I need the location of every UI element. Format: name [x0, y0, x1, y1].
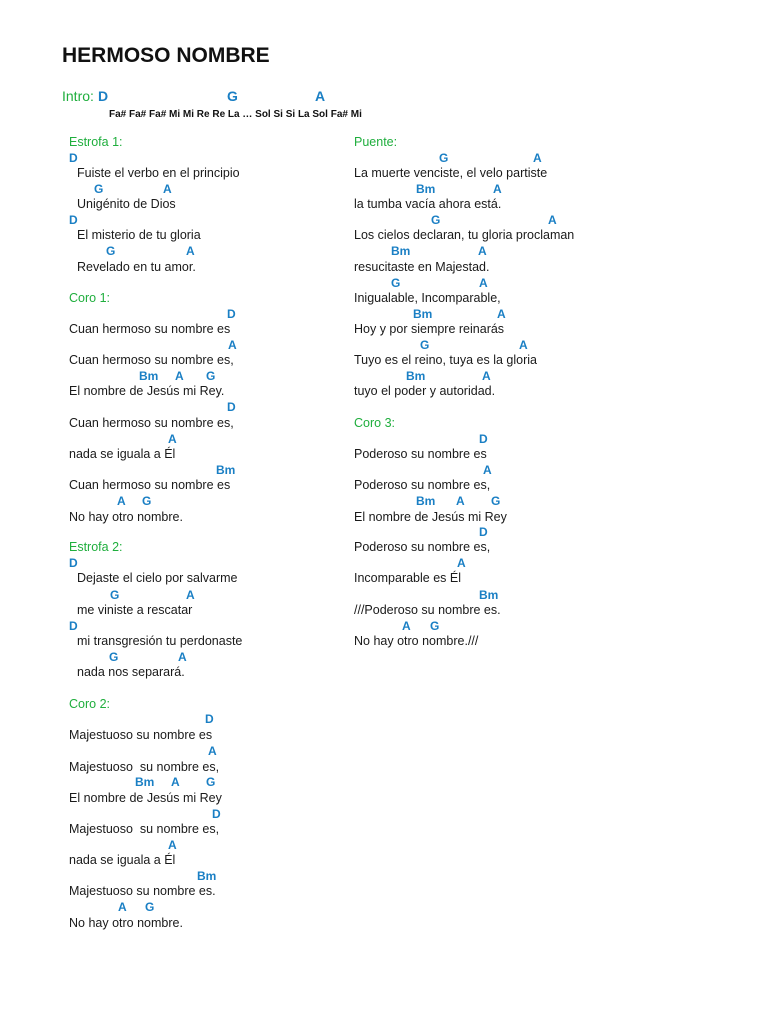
chord: Bm: [406, 369, 426, 383]
chord: A: [175, 369, 184, 383]
lyric-line: nada se iguala a Él: [69, 447, 176, 461]
lyric-line: ///Poderoso su nombre es.: [354, 603, 501, 617]
lyric-line: No hay otro nombre.: [69, 510, 183, 524]
chord: G: [106, 244, 116, 258]
chord: A: [118, 900, 127, 914]
intro-notes: Fa# Fa# Fa# Mi Mi Re Re La … Sol Si Si La Sol Fa# Mi: [109, 109, 362, 120]
chord: A: [168, 838, 177, 852]
lyric-line: El misterio de tu gloria: [77, 228, 201, 242]
chord: G: [391, 276, 401, 290]
lyric-line: Tuyo es el reino, tuya es la gloria: [354, 353, 537, 367]
chord: D: [479, 432, 488, 446]
lyric-line: Poderoso su nombre es: [354, 447, 487, 461]
lyric-line: la tumba vacía ahora está.: [354, 197, 502, 211]
lyric-line: El nombre de Jesús mi Rey: [69, 791, 222, 805]
chord: G: [439, 151, 449, 165]
lyric-line: Cuan hermoso su nombre es: [69, 478, 231, 492]
chord: G: [431, 213, 441, 227]
chord: A: [478, 244, 487, 258]
lyric-line: nada se iguala a Él: [69, 853, 176, 867]
lyric-line: Majestuoso su nombre es.: [69, 884, 216, 898]
chord: A: [457, 556, 466, 570]
chord: A: [519, 338, 528, 352]
lyric-line: Incomparable es Él: [354, 571, 462, 585]
section-label-coro-1: Coro 1:: [69, 291, 110, 305]
section-label-puente: Puente:: [354, 135, 398, 149]
lyric-line: Cuan hermoso su nombre es,: [69, 416, 234, 430]
lyric-line: Majestuoso su nombre es,: [69, 822, 220, 836]
chord: Bm: [416, 494, 436, 508]
chord: Bm: [216, 463, 236, 477]
chord: Bm: [135, 775, 155, 789]
chord: A: [456, 494, 465, 508]
lyric-line: mi transgresión tu perdonaste: [77, 634, 243, 648]
intro-chord: D: [98, 88, 109, 104]
chord: G: [420, 338, 430, 352]
chord: A: [493, 182, 502, 196]
chord: G: [491, 494, 501, 508]
lyric-line: No hay otro nombre.///: [354, 634, 479, 648]
chord: A: [482, 369, 491, 383]
chord: Bm: [479, 588, 499, 602]
chord: A: [163, 182, 172, 196]
chord: A: [497, 307, 506, 321]
lyric-line: Poderoso su nombre es,: [354, 540, 491, 554]
chord: G: [109, 650, 119, 664]
lyric-line: me viniste a rescatar: [77, 603, 193, 617]
lyric-line: nada nos separará.: [77, 665, 185, 679]
chord: G: [142, 494, 152, 508]
lyric-line: Poderoso su nombre es,: [354, 478, 491, 492]
lyric-line: Dejaste el cielo por salvarme: [77, 571, 238, 585]
lyric-line: El nombre de Jesús mi Rey.: [69, 384, 225, 398]
section-label-estrofa-1: Estrofa 1:: [69, 135, 123, 149]
chord: Bm: [197, 869, 217, 883]
section-label-estrofa-2: Estrofa 2:: [69, 540, 123, 554]
chord: A: [178, 650, 187, 664]
chord: D: [69, 556, 78, 570]
chord: A: [117, 494, 126, 508]
chord: A: [402, 619, 411, 633]
lyric-line: Los cielos declaran, tu gloria proclaman: [354, 228, 575, 242]
chord: D: [227, 307, 236, 321]
song-title: HERMOSO NOMBRE: [62, 44, 270, 67]
chord: Bm: [391, 244, 411, 258]
chord: D: [69, 151, 78, 165]
lyric-line: Majestuoso su nombre es: [69, 728, 213, 742]
chord: G: [110, 588, 120, 602]
lyric-line: No hay otro nombre.: [69, 916, 183, 930]
chord: G: [145, 900, 155, 914]
chord: D: [69, 213, 78, 227]
chord: A: [186, 588, 195, 602]
chord: Bm: [416, 182, 436, 196]
lyric-line: Unigénito de Dios: [77, 197, 176, 211]
chord: G: [430, 619, 440, 633]
chord: A: [171, 775, 180, 789]
lyric-line: Hoy y por siempre reinarás: [354, 322, 505, 336]
chord: A: [186, 244, 195, 258]
chord: G: [206, 775, 216, 789]
chord: Bm: [139, 369, 159, 383]
lyric-line: Fuiste el verbo en el principio: [77, 166, 240, 180]
chord: A: [483, 463, 492, 477]
lyric-line: La muerte venciste, el velo partiste: [354, 166, 548, 180]
lyric-line: Majestuoso su nombre es,: [69, 760, 220, 774]
chord: G: [206, 369, 216, 383]
intro-label: Intro:: [62, 88, 94, 104]
chord: A: [228, 338, 237, 352]
lyric-line: El nombre de Jesús mi Rey: [354, 510, 507, 524]
chord: A: [479, 276, 488, 290]
chord: D: [212, 807, 221, 821]
chord: D: [227, 400, 236, 414]
chord: D: [69, 619, 78, 633]
intro-chord: A: [315, 88, 326, 104]
chord: A: [533, 151, 542, 165]
lyric-line: Revelado en tu amor.: [77, 260, 196, 274]
intro-chord: G: [227, 88, 238, 104]
section-label-coro-2: Coro 2:: [69, 697, 110, 711]
chord: D: [479, 525, 488, 539]
chord: G: [94, 182, 104, 196]
chord: Bm: [413, 307, 433, 321]
lyric-line: tuyo el poder y autoridad.: [354, 384, 496, 398]
section-label-coro-3: Coro 3:: [354, 416, 395, 430]
lyric-line: Cuan hermoso su nombre es: [69, 322, 231, 336]
chord: A: [208, 744, 217, 758]
lyric-line: Cuan hermoso su nombre es,: [69, 353, 234, 367]
lyric-line: Inigualable, Incomparable,: [354, 291, 501, 305]
lyric-line: resucitaste en Majestad.: [354, 260, 490, 274]
chord: A: [168, 432, 177, 446]
chord: A: [548, 213, 557, 227]
chord: D: [205, 712, 214, 726]
